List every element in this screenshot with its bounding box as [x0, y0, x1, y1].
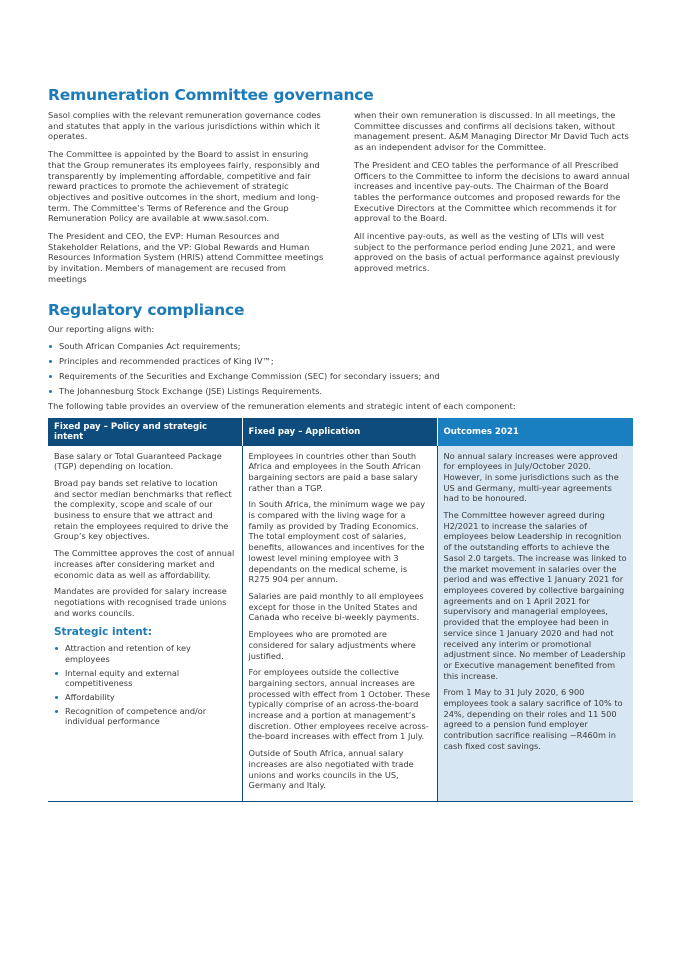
page — [48, 86, 632, 802]
list-item: South African Companies Act requirements; — [48, 341, 632, 352]
list-item: Requirements of the Securities and Exchange Commission (SEC) for secondary issuers; and — [48, 371, 632, 382]
cell-paragraph: Salaries are paid monthly to all employees except for those in the United States and Canada who receive bi-weekly payments. — [248, 590, 424, 623]
application-cell — [242, 446, 437, 802]
regulatory-title: Regulatory compliance — [48, 300, 245, 319]
column-header: Outcomes 2021 — [437, 418, 633, 446]
cell-paragraph: The Committee approves the cost of annual increases after considering market and economic data as well as affordability. — [54, 548, 235, 580]
table-row — [48, 446, 633, 802]
list-item: Affordability — [54, 692, 236, 703]
cell-paragraph: Outside of South Africa, annual salary increases are also negotiated with trade unions and works councils in the US, Germany and Italy. — [248, 748, 414, 791]
cell-paragraph: Broad pay bands set relative to location and sector median benchmarks that reflect the complexity, scope and scale of our business to ensure that we attract and retain the employees required to drive the Group’s key objectives. — [54, 477, 232, 542]
list-item: Attraction and retention of key employees — [54, 643, 236, 664]
governance-paragraph: The President and CEO tables the performance of all Prescribed Officers to the Committee to inform the decisions to award annual increases and incentive pay-outs. The Chairman of the Board tables the performance outcomes and proposed rewards for the Executive Directors at the Committee which recommends it for approval to the Board. — [354, 159, 630, 224]
table-overview: The following table provides an overview of the remuneration elements and strategic intent of each component: — [48, 400, 516, 411]
cell-paragraph: Mandates are provided for salary increase negotiations with recognised trade unions and works councils. — [54, 586, 227, 618]
policy-cell — [48, 446, 242, 802]
governance-paragraph: when their own remuneration is discussed. In all meetings, the Committee discusses and confirms all decisions taken, without management present. A&M Managing Director Mr David Tuch acts as an independent advisor for the Committee. — [354, 110, 629, 153]
remuneration-table — [48, 418, 633, 802]
column-header: Fixed pay – Policy and strategic intent — [48, 418, 242, 446]
governance-paragraph: Sasol complies with the relevant remuneration governance codes and statutes that apply in the various jurisdictions within which it operates. — [48, 110, 321, 142]
strategic-intent-list — [54, 643, 236, 727]
cell-paragraph: The Committee however agreed during H2/2021 to increase the salaries of employees below Leadership in recognition of the outstanding efforts to achieve the Sasol 2.0 targets. The increase was linked to the market movement in salaries over the period and was effective 1 January 2021 for employees covered by collective bargaining agreements and on 1 April 2021 for supervisory and managerial employees, provided that the employee had been in service since 1 January 2020 and had not received any interim or promotional adjustment since. No member of Leadership or Executive management benefited from this increase. — [443, 510, 627, 681]
governance-right-column — [354, 110, 632, 292]
cell-paragraph: No annual salary increases were approved for employees in July/October 2020. However, in some jurisdictions such as the US and Germany, multi-year agreements had to be honoured. — [443, 450, 619, 504]
governance-left-column — [48, 110, 326, 292]
cell-paragraph: In South Africa, the minimum wage we pay is compared with the living wage for a family as provided by Trading Economics. The total employment cost of salaries, benefits, allowances and incentives for the lowest level mining employee with 3 dependants on the medical scheme, is R275 904 per annum. — [248, 499, 426, 585]
cell-paragraph: Employees in countries other than South Africa and employees in the South African bargaining sectors are paid a base salary rather than a TGP. — [248, 450, 421, 493]
table-header-row — [48, 418, 633, 446]
column-header: Fixed pay – Application — [242, 418, 437, 446]
regulatory-list — [48, 341, 632, 397]
governance-title: Remuneration Committee governance — [48, 86, 374, 104]
strategic-intent-heading: Strategic intent: — [54, 626, 152, 639]
cell-paragraph: Base salary or Total Guaranteed Package (TGP) depending on location. — [54, 450, 222, 472]
cell-paragraph: Employees who are promoted are considered for salary adjustments where justified. — [248, 629, 416, 661]
list-item: Recognition of competence and/or individual performance — [54, 706, 236, 727]
regulatory-intro: Our reporting aligns with: — [48, 323, 155, 334]
list-item: The Johannesburg Stock Exchange (JSE) Listings Requirements. — [48, 386, 632, 397]
cell-paragraph: From 1 May to 31 July 2020, 6 900 employees took a salary sacrifice of 10% to 24%, depending on their roles and 11 500 agreed to a pension fund employer contribution sacrifice realising ~R460m in cash fixed cost savings. — [443, 687, 623, 751]
governance-paragraph: The Committee is appointed by the Board to assist in ensuring that the Group remunerates its employees fairly, responsibly and transparently by implementing affordable, competitive and fair reward practices to promote the achievement of strategic objectives and positive outcomes in the short, medium and long-term. The Committee’s Terms of Reference and the Group Remuneration Policy are available at www.sasol.com. — [48, 149, 320, 224]
list-item: Principles and recommended practices of King IV™; — [48, 356, 632, 367]
list-item: Internal equity and external competitiveness — [54, 668, 236, 689]
cell-paragraph: For employees outside the collective bargaining sectors, annual increases are processed with effect from 1 October. These typically comprise of an across-the-board increase and a portion at management’s discretion. Other employees receive across-the-board increases with effect from 1 July. — [248, 667, 431, 742]
governance-paragraph: The President and CEO, the EVP: Human Resources and Stakeholder Relations, and the VP: Global Rewards and Human Resources Information System (HRIS) attend Committee meetings by invitation. Members of management are recused from meetings — [48, 231, 324, 284]
outcomes-cell — [437, 446, 633, 802]
governance-columns — [48, 110, 632, 292]
governance-paragraph: All incentive pay-outs, as well as the vesting of LTIs will vest subject to the performance period ending June 2021, and were approved on the basis of actual performance against previously approved metrics. — [354, 231, 620, 274]
